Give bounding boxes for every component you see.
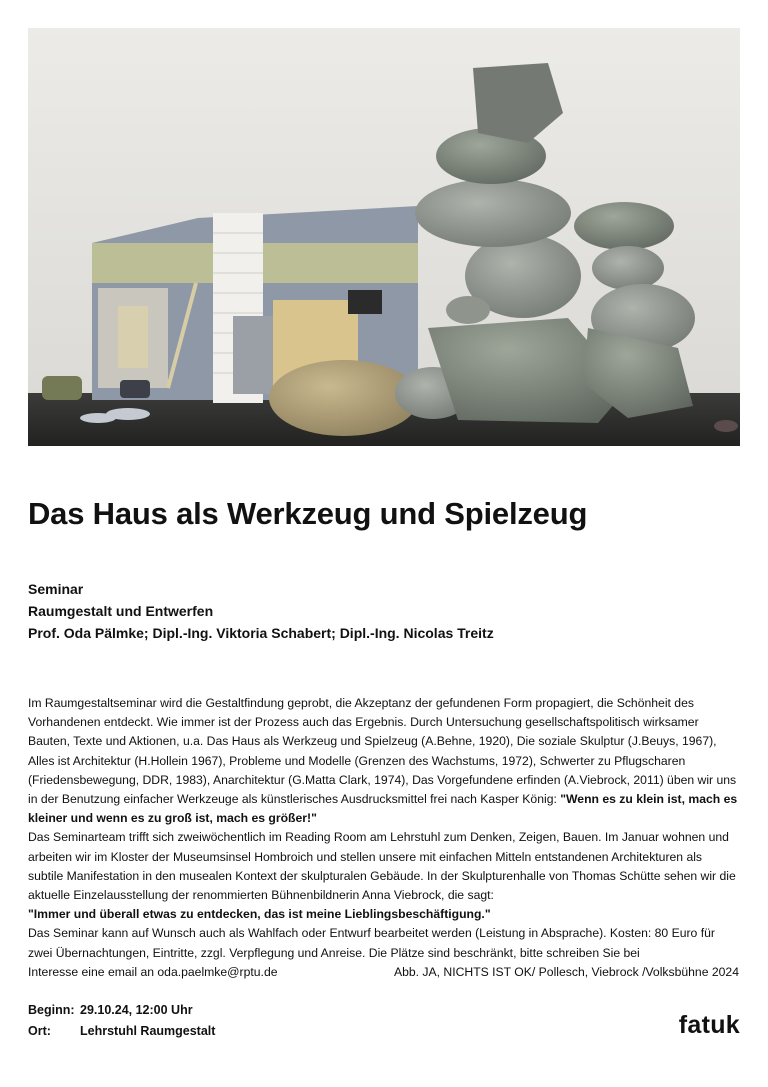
quote-koenig: "Wenn es zu klein ist, mach es kleiner und wenn es zu groß ist, mach es größer!" bbox=[28, 792, 738, 826]
start-value: 29.10.24, 12:00 Uhr bbox=[80, 1003, 193, 1017]
quote-viebrock: "Immer und überall etwas zu entdecken, das ist meine Lieblingsbeschäftigung." bbox=[28, 907, 491, 922]
course-meta bbox=[28, 578, 494, 644]
fatuk-logo: fatuk bbox=[678, 1011, 740, 1039]
paragraph-1-text: Im Raumgestaltseminar wird die Gestaltfindung geprobt, die Akzeptanz der gefundenen Form propagiert, die Schönheit des Vorhandenen entdeckt. Wie immer ist der Prozess auch das Ergebnis. Durch Untersuchung gesellschaftspolitisch wirksamer Bauten, Texte und Aktionen, u.a. Das Haus als Werkzeug und Spielzeug (A.Behne, 1920), Die soziale Skulptur (J.Beuys, 1967), Alles ist Architektur (H.Hollein 1967), Probleme und Modelle (Grenzen des Wachstums, 1972), Schwerter zu Pflugscharen (Friedensbewegung, DDR, 1983), Anarchitektur (G.Matta Clark, 1974), Das Vorgefundene erfinden (A.Viebrock, 2011) üben wir uns in der Benutzung einfacher Werkzeuge als künstlerisches Ausdrucksmittel frei nach Kasper König: bbox=[28, 696, 737, 807]
course-people: Prof. Oda Pälmke; Dipl.-Ing. Viktoria Schabert; Dipl.-Ing. Nicolas Treitz bbox=[28, 625, 494, 641]
paragraph-1 bbox=[28, 694, 740, 828]
contact-caption-row bbox=[28, 963, 740, 982]
course-type: Seminar bbox=[28, 581, 84, 597]
stage-set-photo bbox=[28, 28, 740, 446]
description bbox=[28, 694, 740, 982]
place-label: Ort: bbox=[28, 1024, 51, 1038]
event-info bbox=[28, 1000, 215, 1042]
place-row bbox=[28, 1021, 215, 1042]
start-label: Beginn: bbox=[28, 1003, 75, 1017]
contact-line: Interesse eine email an oda.paelmke@rptu.de bbox=[28, 964, 278, 979]
paragraph-3: Das Seminar kann auf Wunsch auch als Wahlfach oder Entwurf bearbeitet werden (Leistung in Absprache). Kosten: 80 Euro für zwei Übernachtungen, Eintritte, zzgl. Verpflegung und Anreise. Die Plätze sind beschränkt, bitte schreiben Sie bei bbox=[28, 926, 715, 960]
start-row bbox=[28, 1000, 215, 1021]
paragraph-2: Das Seminarteam trifft sich zweiwöchentlich im Reading Room am Lehrstuhl zum Denken, Zeigen, Bauen. Im Januar wohnen und arbeiten wir im Kloster der Museumsinsel Hombroich und stellen unsere mit einfachen Mitteln entstandenen Architekturen als subtile Manifestation in den musealen Kontext der skulpturalen Gebäude. In der Skulpturenhalle von Thomas Schütte sehen wir die aktuelle Einzelausstellung der renommierten Bühnenbildnerin Anna Viebrock, die sagt: bbox=[28, 830, 736, 903]
image-credit: Abb. JA, NICHTS IST OK/ Pollesch, Viebrock /Volksbühne 2024 bbox=[393, 964, 739, 979]
stage-set-photo-icon bbox=[28, 28, 740, 446]
place-value: Lehrstuhl Raumgestalt bbox=[80, 1024, 216, 1038]
course-department: Raumgestalt und Entwerfen bbox=[28, 603, 214, 619]
page-title: Das Haus als Werkzeug und Spielzeug bbox=[28, 496, 588, 531]
